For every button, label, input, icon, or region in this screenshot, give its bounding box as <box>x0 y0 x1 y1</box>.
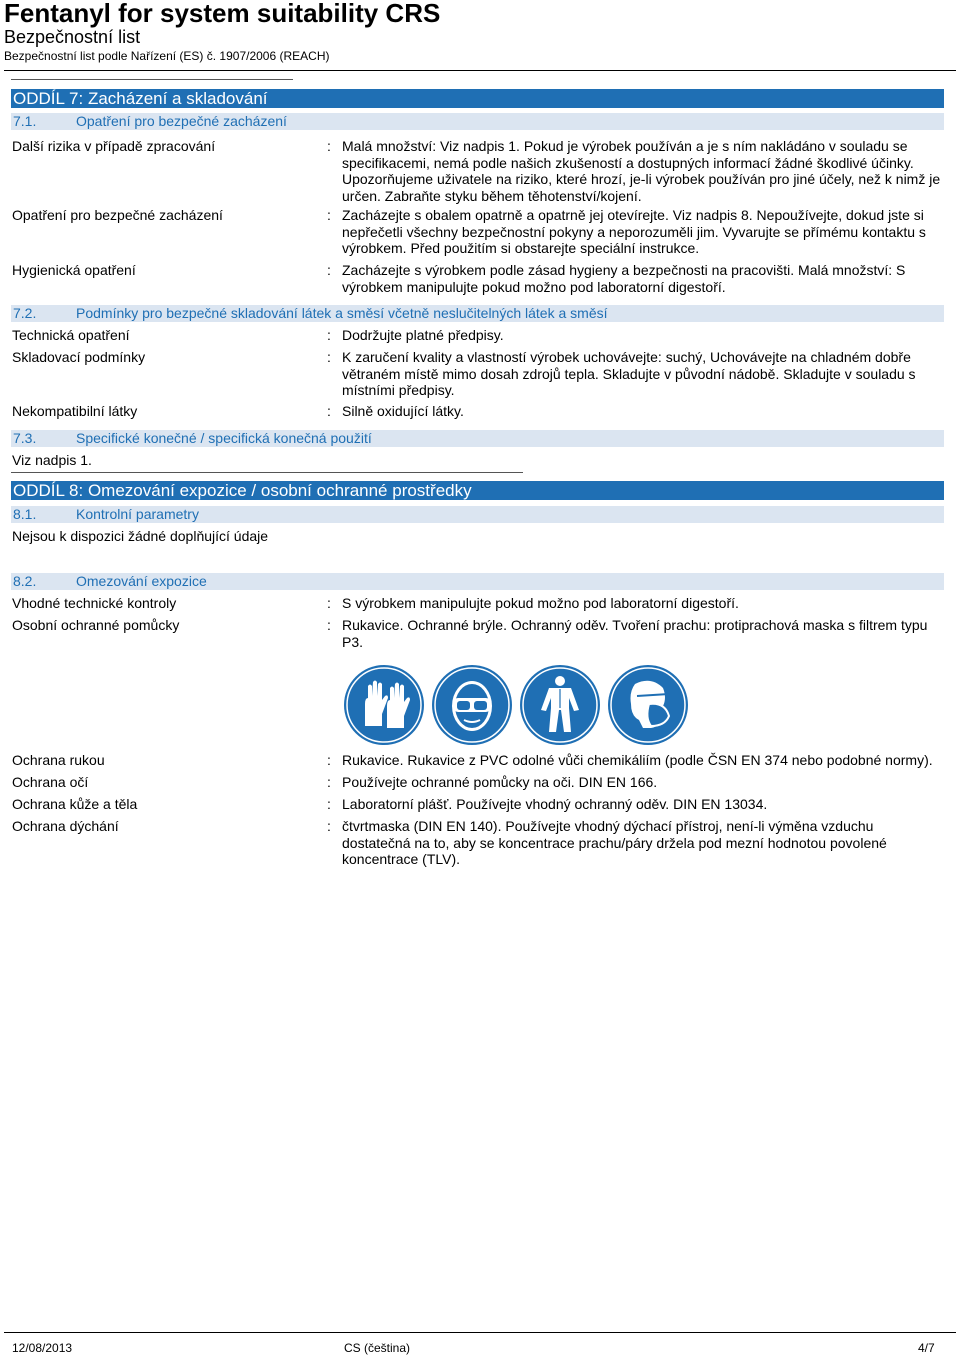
footer-date: 12/08/2013 <box>12 1341 73 1355</box>
subsection-7-3-title: Specifické konečné / specifická konečná použití <box>76 430 372 446</box>
gloves-icon <box>343 664 425 746</box>
header-divider <box>4 70 956 71</box>
subsection-7-1-header <box>11 113 944 130</box>
subsection-8-2-title: Omezování expozice <box>76 573 207 589</box>
subsection-7-3-number: 7.3. <box>13 430 37 446</box>
footer-divider <box>4 1332 956 1333</box>
product-title: Fentanyl for system suitability CRS <box>4 0 441 28</box>
subsection-8-1-title: Kontrolní parametry <box>76 506 199 522</box>
section-7-tab-line <box>11 79 293 80</box>
subsection-7-2-header <box>11 305 944 322</box>
subsection-7-2-number: 7.2. <box>13 305 37 321</box>
dust-mask-icon <box>607 664 689 746</box>
section-8-tab-line <box>11 472 523 473</box>
subsection-7-1-title: Opatření pro bezpečné zacházení <box>76 113 287 129</box>
section-7-header <box>11 89 944 108</box>
subsection-7-3-header <box>11 430 944 447</box>
subsection-8-2-header <box>11 573 944 590</box>
section-7-title: ODDÍL 7: Zacházení a skladování <box>13 89 268 108</box>
subsection-7-3-text: Viz nadpis 1. <box>12 452 92 468</box>
document-type: Bezpečnostní list <box>4 27 141 47</box>
footer-language: CS (čeština) <box>344 1341 411 1355</box>
document-header <box>4 0 954 64</box>
protective-suit-icon <box>519 664 601 746</box>
section-8-header <box>11 481 944 500</box>
subsection-8-1-number: 8.1. <box>13 506 37 522</box>
footer-page-number: 4/7 <box>918 1341 935 1355</box>
regulation-reference: Bezpečnostní list podle Nařízení (ES) č. 1907/2006 (REACH) <box>4 49 330 63</box>
subsection-8-2-number: 8.2. <box>13 573 37 589</box>
subsection-8-1-header <box>11 506 944 523</box>
subsection-7-2-title: Podmínky pro bezpečné skladování látek a směsí včetně neslučitelných látek a směsí <box>76 305 608 321</box>
ppe-pictograms <box>343 664 703 746</box>
goggles-icon <box>431 664 513 746</box>
subsection-8-1-text: Nejsou k dispozici žádné doplňující údaje <box>12 528 269 544</box>
section-8-title: ODDÍL 8: Omezování expozice / osobní ochranné prostředky <box>13 481 472 500</box>
subsection-7-1-number: 7.1. <box>13 113 37 129</box>
